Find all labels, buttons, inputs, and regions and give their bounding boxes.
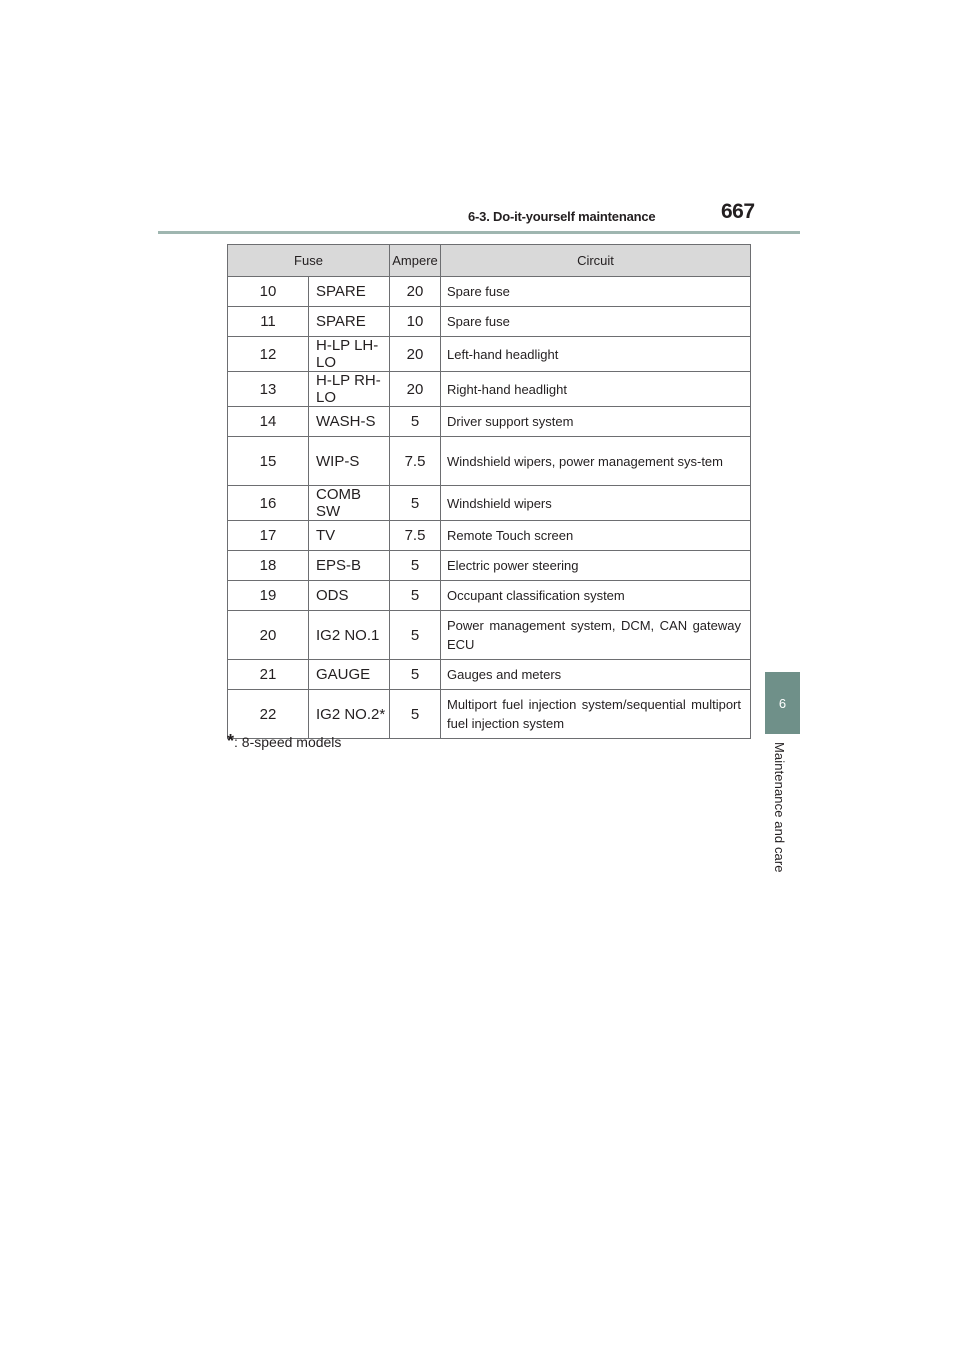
fuse-number: 15 <box>228 437 309 486</box>
fuse-number: 14 <box>228 407 309 437</box>
fuse-number: 19 <box>228 581 309 611</box>
table-row <box>228 660 751 690</box>
section-title: 6-3. Do-it-yourself maintenance <box>468 209 656 224</box>
fuse-name: COMB SW <box>309 486 390 521</box>
fuse-number: 17 <box>228 521 309 551</box>
page-number: 667 <box>721 200 755 223</box>
fuse-circuit: Windshield wipers <box>441 486 751 521</box>
fuse-ampere: 5 <box>390 486 441 521</box>
fuse-ampere: 20 <box>390 277 441 307</box>
fuse-name: SPARE <box>309 277 390 307</box>
fuse-ampere: 5 <box>390 551 441 581</box>
header-rule <box>158 231 800 234</box>
fuse-name: WIP-S <box>309 437 390 486</box>
fuse-number: 16 <box>228 486 309 521</box>
fuse-ampere: 5 <box>390 660 441 690</box>
header-circuit: Circuit <box>441 245 751 277</box>
table-row <box>228 611 751 660</box>
chapter-tab <box>765 672 800 734</box>
fuse-ampere: 5 <box>390 690 441 739</box>
fuse-ampere: 5 <box>390 407 441 437</box>
fuse-ampere: 7.5 <box>390 521 441 551</box>
table-row <box>228 407 751 437</box>
chapter-number: 6 <box>778 695 787 711</box>
fuse-name: WASH-S <box>309 407 390 437</box>
fuse-circuit: Spare fuse <box>441 307 751 337</box>
fuse-ampere: 5 <box>390 581 441 611</box>
table-row <box>228 277 751 307</box>
fuse-circuit: Windshield wipers, power management sys-tem <box>441 437 751 486</box>
fuse-circuit: Multiport fuel injection system/sequential multiport fuel injection system <box>441 690 751 739</box>
fuse-circuit: Right-hand headlight <box>441 372 751 407</box>
fuse-ampere: 20 <box>390 372 441 407</box>
header-ampere: Ampere <box>390 245 441 277</box>
fuse-name: ODS <box>309 581 390 611</box>
table-row <box>228 486 751 521</box>
chapter-label: Maintenance and care <box>772 742 787 873</box>
fuse-ampere: 10 <box>390 307 441 337</box>
fuse-number: 11 <box>228 307 309 337</box>
table-row <box>228 337 751 372</box>
fuse-number: 20 <box>228 611 309 660</box>
fuse-circuit: Occupant classification system <box>441 581 751 611</box>
footnote <box>227 731 341 752</box>
fuse-circuit: Driver support system <box>441 407 751 437</box>
fuse-number: 13 <box>228 372 309 407</box>
fuse-number: 12 <box>228 337 309 372</box>
fuse-number: 18 <box>228 551 309 581</box>
fuse-circuit: Gauges and meters <box>441 660 751 690</box>
fuse-circuit: Remote Touch screen <box>441 521 751 551</box>
header-fuse: Fuse <box>228 245 390 277</box>
fuse-ampere: 5 <box>390 611 441 660</box>
fuse-ampere: 20 <box>390 337 441 372</box>
footnote-text: : 8-speed models <box>234 734 342 750</box>
table-row <box>228 521 751 551</box>
fuse-circuit: Spare fuse <box>441 277 751 307</box>
page-header <box>158 196 800 232</box>
fuse-circuit: Left-hand headlight <box>441 337 751 372</box>
fuse-table <box>227 244 751 739</box>
fuse-name: TV <box>309 521 390 551</box>
table-row <box>228 307 751 337</box>
fuse-number: 22 <box>228 690 309 739</box>
table-header-row <box>228 245 751 277</box>
fuse-name: EPS-B <box>309 551 390 581</box>
fuse-name: IG2 NO.1 <box>309 611 390 660</box>
fuse-number: 10 <box>228 277 309 307</box>
fuse-circuit: Electric power steering <box>441 551 751 581</box>
fuse-ampere: 7.5 <box>390 437 441 486</box>
fuse-number: 21 <box>228 660 309 690</box>
table-row <box>228 372 751 407</box>
table-row <box>228 437 751 486</box>
fuse-name: GAUGE <box>309 660 390 690</box>
table-row <box>228 581 751 611</box>
fuse-name: IG2 NO.2* <box>309 690 390 739</box>
table-row <box>228 551 751 581</box>
footnote-marker: * <box>227 731 235 751</box>
fuse-name: H-LP LH-LO <box>309 337 390 372</box>
fuse-circuit: Power management system, DCM, CAN gateway ECU <box>441 611 751 660</box>
fuse-name: SPARE <box>309 307 390 337</box>
fuse-name: H-LP RH-LO <box>309 372 390 407</box>
